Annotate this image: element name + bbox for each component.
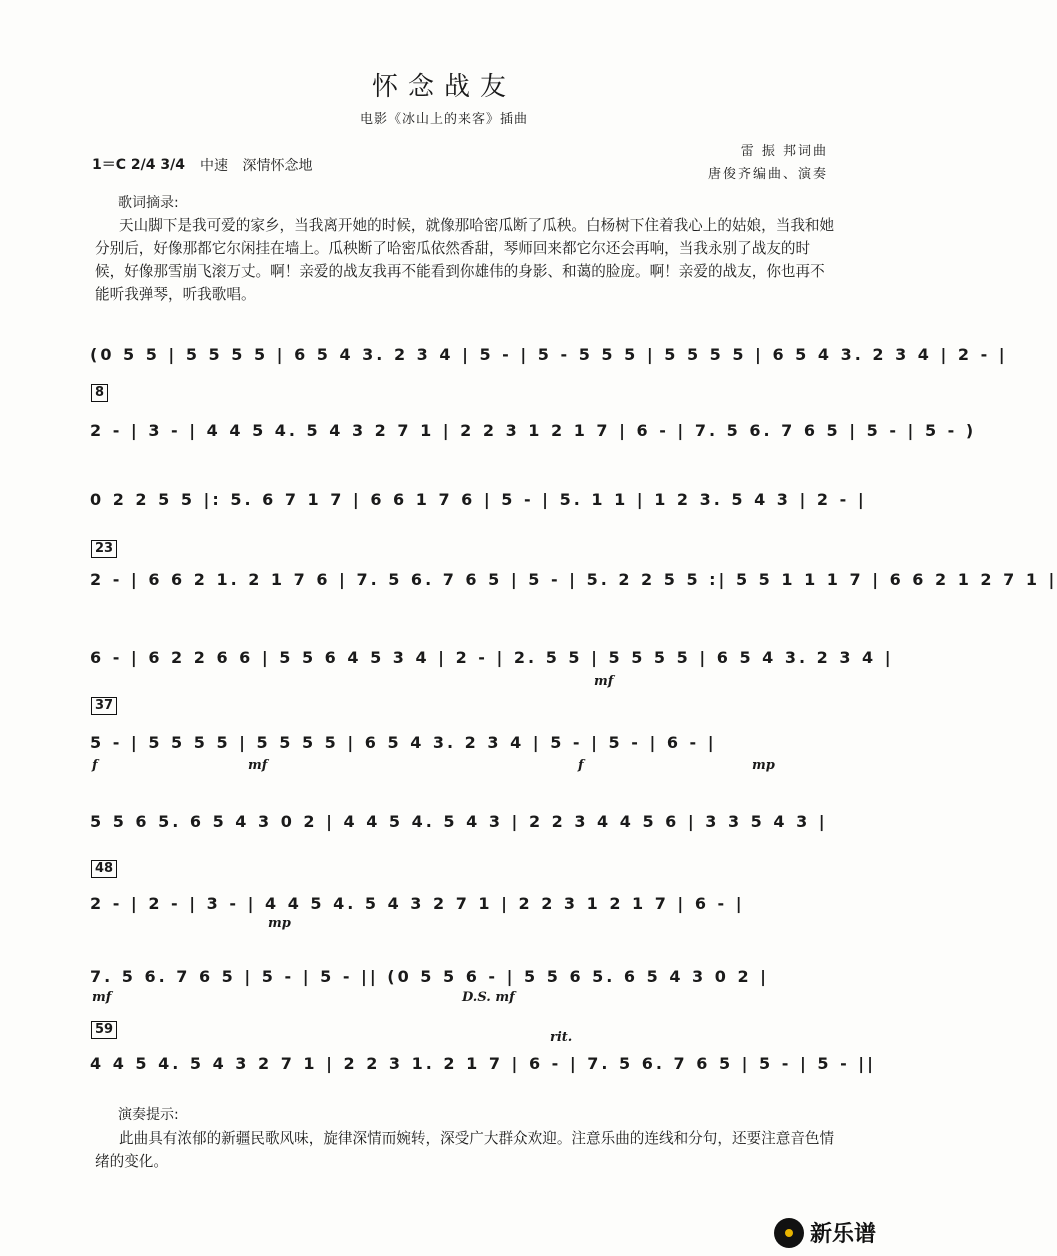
score-system [90,721,835,755]
notation-row: 5 5 6 5. 6 5 4 3 0 2 | 4 4 5 4. 5 4 3 | 2 2 3 4 4 5 6 | 3 3 5 4 3 | [90,812,828,831]
notation-row: 2 - | 2 - | 3 - | 4 4 5 4. 5 4 3 2 7 1 | 2 2 3 1 2 1 7 | 6 - | [90,894,745,913]
notation-row: 2 - | 3 - | 4 4 5 4. 5 4 3 2 7 1 | 2 2 3 1 2 1 7 | 6 - | 7. 5 6. 7 6 5 | 5 - | 5 - ) [90,421,977,440]
tips-text: 此曲具有浓郁的新疆民歌风味，旋律深情而婉转，深受广大群众欢迎。注意乐曲的连线和分句，还要注意音色情绪的变化。 [95,1130,835,1170]
dynamic-marking: f [578,758,584,773]
tempo-marking: 中速 深情怀念地 [200,158,313,174]
score-system [90,1042,876,1076]
dynamic-marking: mf [92,990,112,1005]
notation-row: (0 5 5 | 5 5 5 5 | 6 5 4 3. 2 3 4 | 5 - | 5 - 5 5 5 | 5 5 5 5 | 6 5 4 3. 2 3 4 | 2 - | [90,345,1008,364]
notation-row: 4 4 5 4. 5 4 3 2 7 1 | 2 2 3 1. 2 1 7 | 6 - | 7. 5 6. 7 6 5 | 5 - | 5 - || [90,1054,876,1073]
dynamic-marking: mp [268,916,291,931]
dynamic-marking: f [92,758,98,773]
score-system [90,478,867,512]
key-signature: 1＝C 2/4 3/4 [92,157,185,173]
rit-marking: rit. [550,1030,573,1045]
dynamic-marking: mp [752,758,775,773]
notation-row: 2 - | 6 6 2 1. 2 1 7 6 | 7. 5 6. 7 6 5 | 5 - | 5. 2 2 5 5 :| 5 5 1 1 1 7 | 6 6 2 1 2 7 1 | [90,570,1057,589]
site-logo [774,1217,876,1248]
lyrics-text: 天山脚下是我可爱的家乡，当我离开她的时候，就像那哈密瓜断了瓜秧。白杨树下住着我心上的姑娘，当我和她分别后，好像那都它尔闲挂在墙上。瓜秧断了哈密瓜依然香甜，琴师回来都它尔还会再响，当我永别了战友的时候，好像那雪崩飞滚万丈。啊！亲爱的战友我再不能看到你雄伟的身影、和蔼的脸庞。啊！亲爱的战友，你也再不能听我弹琴，听我歌唱。 [95,217,835,303]
logo-text: 新乐谱 [809,1222,876,1247]
measure-number: 8 [91,384,108,402]
measure-number: 37 [91,697,117,715]
record-icon [774,1218,804,1248]
lyrics-heading: 歌词摘录: [118,195,179,211]
score-system [90,558,1057,592]
notation-row: 0 2 2 5 5 |: 5. 6 7 1 7 | 6 6 1 7 6 | 5 - | 5. 1 1 | 1 2 3. 5 4 3 | 2 - | [90,490,867,509]
score-system [90,882,835,916]
notation-row: 5 - | 5 5 5 5 | 5 5 5 5 | 6 5 4 3. 2 3 4 | 5 - | 5 - | 6 - | [90,733,717,752]
dynamic-marking: D.S. mf [462,990,515,1005]
subtitle: 电影《冰山上的来客》插曲 [359,112,528,127]
score-system [90,409,977,443]
credit-composer: 雷 振 邦词曲 [740,144,828,159]
score-system [90,800,835,834]
score-system [90,333,1008,367]
tips-heading: 演奏提示: [118,1107,179,1123]
score-system [90,955,835,989]
dynamic-marking: mf [594,674,614,689]
measure-number: 59 [91,1021,117,1039]
credit-arranger: 唐俊齐编曲、演奏 [707,167,828,182]
measure-number: 48 [91,860,117,878]
page-title: 怀念战友 [371,72,516,102]
score-system [90,636,894,670]
dynamic-marking: mf [248,758,268,773]
measure-number: 23 [91,540,117,558]
notation-row: 7. 5 6. 7 6 5 | 5 - | 5 - || (0 5 5 6 - | 5 5 6 5. 6 5 4 3 0 2 | [90,967,769,986]
notation-row: 6 - | 6 2 2 6 6 | 5 5 6 4 5 3 4 | 2 - | 2. 5 5 | 5 5 5 5 | 6 5 4 3. 2 3 4 | [90,648,894,667]
